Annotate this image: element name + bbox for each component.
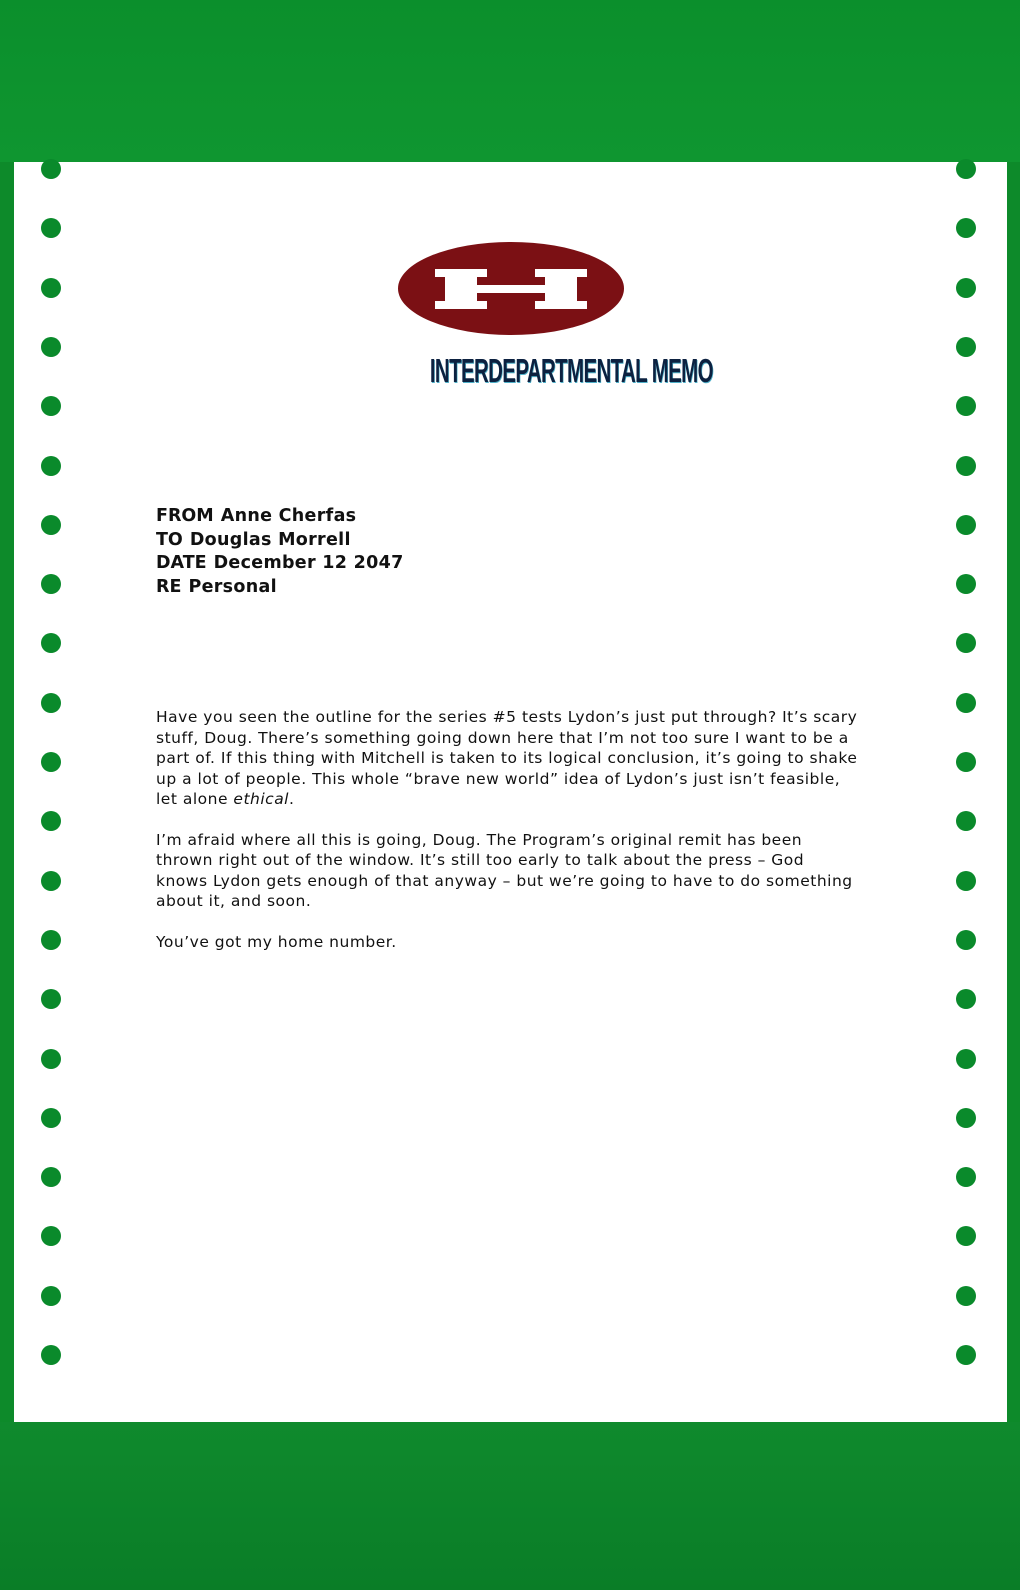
- perforation-hole: [41, 574, 61, 594]
- perforation-hole: [956, 456, 976, 476]
- perforation-hole: [41, 930, 61, 950]
- perforation-hole: [956, 218, 976, 238]
- perforation-hole: [956, 1226, 976, 1246]
- paragraph-2: I’m afraid where all this is going, Doug. The Program’s original remit has been thrown right out of the window. It’s still too early to talk about the press – God knows Lydon gets enough of that anyway – but we’re going to have to do something about it, and soon.: [156, 830, 853, 910]
- right-tractor-holes: [956, 162, 978, 1422]
- perforation-hole: [41, 811, 61, 831]
- memo-paper: [14, 162, 1007, 1422]
- paragraph-1: [156, 707, 861, 810]
- perforation-hole: [956, 1286, 976, 1306]
- perforation-hole: [41, 456, 61, 476]
- perforation-hole: [956, 811, 976, 831]
- paragraph-3: You’ve got my home number.: [156, 932, 397, 951]
- perforation-hole: [956, 989, 976, 1009]
- paragraph-1-text: Have you seen the outline for the series #5 tests Lydon’s just put through? It’s scary stuff, Doug. There’s something going down here that I’m not too sure I want to be a part of. If this thing with Mitchell is taken to its logical conclusion, it’s going to shake up a lot of people. This whole “brave new world” idea of Lydon’s just isn’t feasible, let alone: [156, 708, 858, 808]
- perforation-hole: [41, 337, 61, 357]
- perforation-hole: [41, 693, 61, 713]
- perforation-hole: [956, 337, 976, 357]
- perforation-hole: [41, 989, 61, 1009]
- date-label: DATE: [156, 553, 207, 573]
- perforation-hole: [956, 1108, 976, 1128]
- perforation-hole: [41, 871, 61, 891]
- perforation-hole: [956, 1049, 976, 1069]
- perforation-hole: [41, 1108, 61, 1128]
- perforation-hole: [41, 1167, 61, 1187]
- re-value: Personal: [188, 576, 277, 597]
- to-line: [156, 529, 404, 553]
- perforation-hole: [956, 1345, 976, 1365]
- left-tractor-holes: [41, 162, 63, 1422]
- perforation-hole: [956, 396, 976, 416]
- perforation-hole: [956, 693, 976, 713]
- perforation-hole: [41, 515, 61, 535]
- perforation-hole: [956, 1167, 976, 1187]
- perforation-hole: [956, 515, 976, 535]
- perforation-hole: [956, 159, 976, 179]
- perforation-hole: [41, 752, 61, 772]
- perforation-hole: [41, 396, 61, 416]
- date-value: December 12 2047: [213, 553, 404, 573]
- re-line: [156, 576, 404, 600]
- background-top: [0, 0, 1020, 162]
- perforation-hole: [41, 159, 61, 179]
- date-line: [156, 552, 404, 576]
- paragraph-1-end: .: [289, 790, 295, 808]
- h-logo-icon: [397, 241, 625, 336]
- perforation-hole: [41, 1345, 61, 1365]
- perforation-hole: [956, 633, 976, 653]
- from-line: [156, 505, 404, 529]
- perforation-hole: [41, 218, 61, 238]
- perforation-hole: [956, 871, 976, 891]
- background-bottom: [0, 1422, 1020, 1590]
- perforation-hole: [41, 1286, 61, 1306]
- to-label: TO: [156, 529, 183, 550]
- memo-header: [156, 505, 404, 599]
- perforation-hole: [41, 278, 61, 298]
- memo-title: INTERDEPARTMENTAL MEMO: [429, 352, 713, 389]
- re-label: RE: [156, 576, 182, 597]
- perforation-hole: [41, 1049, 61, 1069]
- to-value: Douglas Morrell: [189, 529, 351, 550]
- perforation-hole: [41, 1226, 61, 1246]
- from-value: Anne Cherfas: [220, 506, 357, 526]
- perforation-hole: [956, 930, 976, 950]
- perforation-hole: [956, 278, 976, 298]
- paragraph-1-emphasis: ethical: [233, 790, 289, 808]
- perforation-hole: [956, 752, 976, 772]
- memo-body: [156, 707, 861, 972]
- from-label: FROM: [156, 506, 214, 526]
- perforation-hole: [41, 633, 61, 653]
- perforation-hole: [956, 574, 976, 594]
